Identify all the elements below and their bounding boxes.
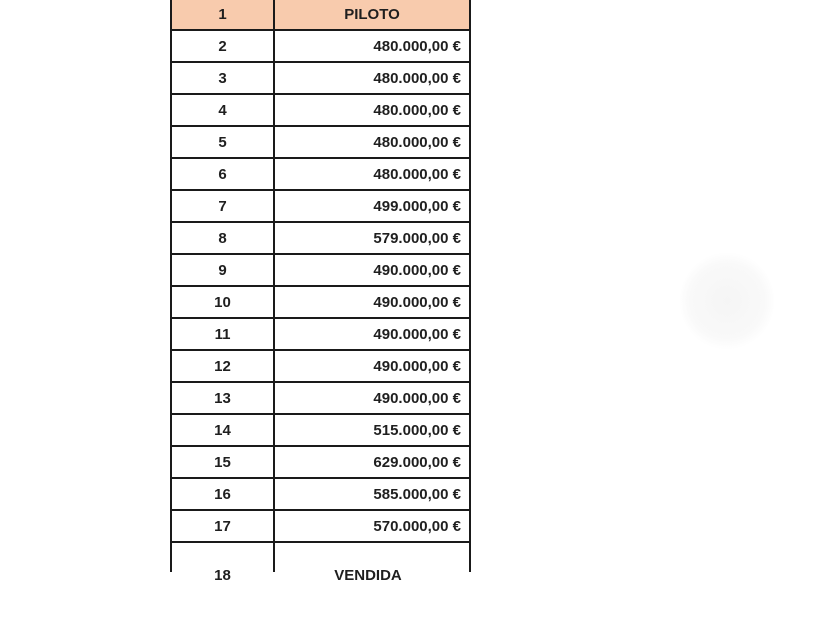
row-price-cell: 490.000,00 € [274, 286, 470, 318]
row-number-cell: 10 [171, 286, 274, 318]
row-number-cell: 15 [171, 446, 274, 478]
row-number-cell: 3 [171, 62, 274, 94]
row-price-cell: 585.000,00 € [274, 478, 470, 510]
row-number-cell: 13 [171, 382, 274, 414]
table-row [171, 190, 470, 222]
row-price-cell: 490.000,00 € [274, 254, 470, 286]
row-number-cell: 5 [171, 126, 274, 158]
table-row [171, 158, 470, 190]
table-body [171, 0, 470, 584]
price-table [170, 0, 471, 584]
row-number-cell: 11 [171, 318, 274, 350]
header-label-cell: PILOTO [274, 0, 470, 30]
row-price-cell: 480.000,00 € [274, 158, 470, 190]
table-row [171, 62, 470, 94]
row-number-cell: 7 [171, 190, 274, 222]
row-number-cell: 6 [171, 158, 274, 190]
table-row [171, 254, 470, 286]
row-number-cell: 14 [171, 414, 274, 446]
row-number-cell: 8 [171, 222, 274, 254]
row-number-cell [171, 542, 274, 584]
row-number-cell: 12 [171, 350, 274, 382]
row-status-text: VENDIDA [334, 567, 402, 584]
row-price-cell: 480.000,00 € [274, 126, 470, 158]
row-number-cell: 17 [171, 510, 274, 542]
row-status-cell [274, 542, 470, 584]
faint-circle-mark [680, 252, 774, 350]
price-sheet [170, 0, 469, 584]
table-row [171, 446, 470, 478]
row-number-cell: 16 [171, 478, 274, 510]
table-row [171, 318, 470, 350]
table-row [171, 382, 470, 414]
row-number-cell: 2 [171, 30, 274, 62]
table-row [171, 350, 470, 382]
table-row [171, 222, 470, 254]
row-price-cell: 515.000,00 € [274, 414, 470, 446]
row-price-cell: 570.000,00 € [274, 510, 470, 542]
row-price-cell: 499.000,00 € [274, 190, 470, 222]
row-number-text: 18 [214, 567, 231, 584]
table-row [171, 414, 470, 446]
row-price-cell: 480.000,00 € [274, 94, 470, 126]
table-row [171, 94, 470, 126]
row-number-cell: 9 [171, 254, 274, 286]
row-number-cell: 4 [171, 94, 274, 126]
table-row-partial [171, 542, 470, 572]
header-number-cell: 1 [171, 0, 274, 30]
table-row [171, 30, 470, 62]
row-price-cell: 490.000,00 € [274, 382, 470, 414]
table-header-row [171, 0, 470, 30]
table-row [171, 478, 470, 510]
row-price-cell: 490.000,00 € [274, 350, 470, 382]
table-row [171, 126, 470, 158]
row-price-cell: 490.000,00 € [274, 318, 470, 350]
row-price-cell: 480.000,00 € [274, 30, 470, 62]
table-row [171, 510, 470, 542]
row-price-cell: 480.000,00 € [274, 62, 470, 94]
table-row [171, 286, 470, 318]
row-price-cell: 579.000,00 € [274, 222, 470, 254]
row-price-cell: 629.000,00 € [274, 446, 470, 478]
